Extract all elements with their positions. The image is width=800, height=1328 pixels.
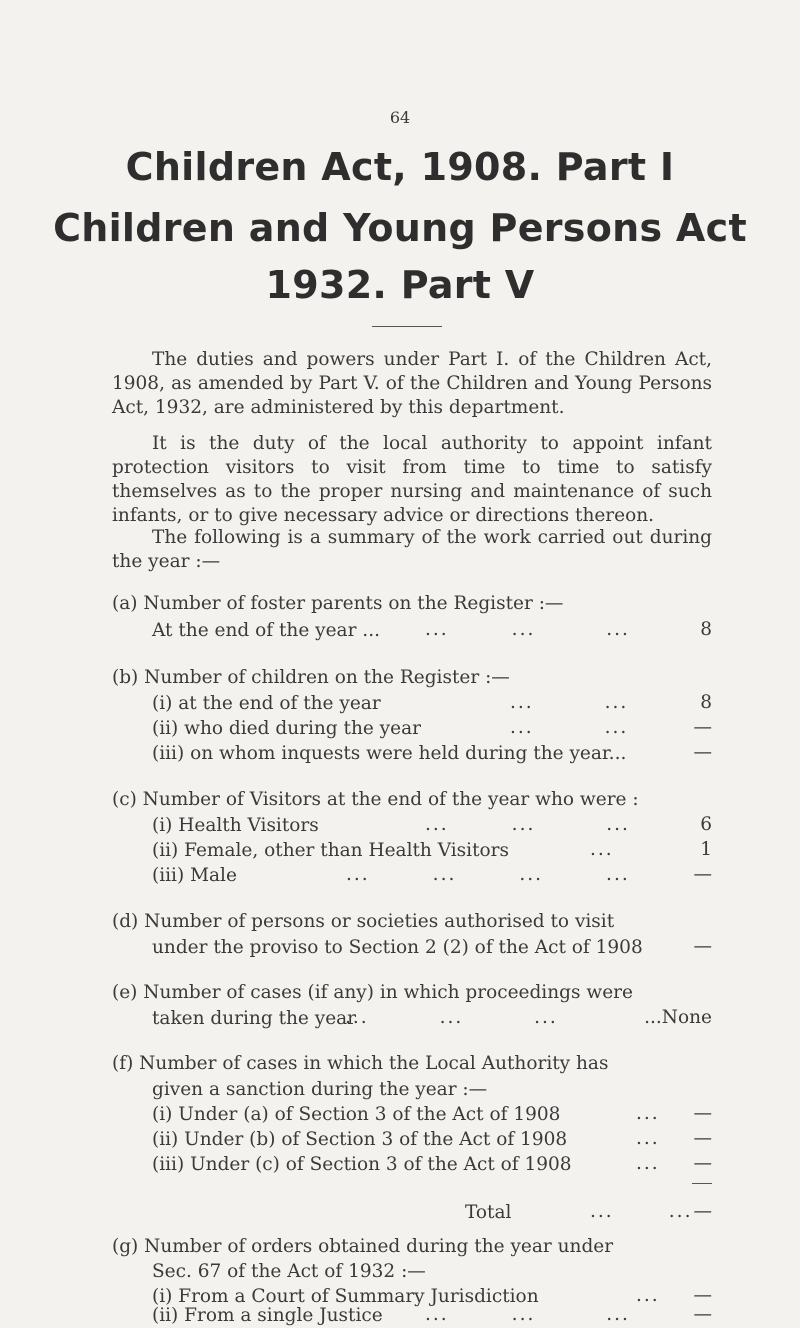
section-g-row-1-value: — — [693, 1285, 712, 1306]
page-number: 64 — [389, 108, 411, 127]
leader-dots: ... ... — [590, 1201, 693, 1222]
title-line-1: Children Act, 1908. Part I — [125, 145, 675, 189]
section-a-value: 8 — [700, 619, 712, 640]
section-f-total-label: Total — [465, 1202, 512, 1223]
section-f-row-3-label: (iii) Under (c) of Section 3 of the Act of 1908 — [152, 1154, 572, 1175]
section-d-line-1: (d) Number of persons or societies authorised to visit — [112, 911, 615, 932]
intro-paragraph-2: It is the duty of the local authority to appoint infant protection visitors to visit from time to time to satisfy themselves as to the proper nursing and maintenance of such infants, or to give necessary advice or directions thereon. — [112, 433, 712, 526]
leader-dots: ... ... ... — [425, 1304, 630, 1325]
leader-dots: ... ... ... — [425, 814, 630, 835]
leader-dots: ... — [636, 1103, 660, 1124]
leader-dots: ... ... ... — [345, 1007, 558, 1028]
section-b-row-1-value: 8 — [700, 692, 712, 713]
section-f-row-2-label: (ii) Under (b) of Section 3 of the Act of 1908 — [152, 1129, 568, 1150]
section-g-row-1-label: (i) From a Court of Summary Jurisdiction — [152, 1286, 539, 1307]
section-g-line-2: Sec. 67 of the Act of 1932 :— — [152, 1261, 426, 1282]
section-f-row-3-value: — — [693, 1153, 712, 1174]
title-line-2: Children and Young Persons Act — [53, 206, 747, 250]
section-f-line-2: given a sanction during the year :— — [152, 1079, 488, 1100]
section-f-total-value: — — [693, 1201, 712, 1222]
section-a-heading: (a) Number of foster parents on the Register :— — [112, 593, 564, 614]
section-c-row-3-value: — — [693, 864, 712, 885]
leader-dots: ... ... ... ... — [346, 864, 630, 885]
section-f-row-1-label: (i) Under (a) of Section 3 of the Act of 1908 — [152, 1104, 561, 1125]
leader-dots: ... ... — [510, 692, 629, 713]
section-g-row-2-label: (ii) From a single Justice — [152, 1305, 383, 1326]
title-divider — [372, 326, 442, 327]
title-line-3: 1932. Part V — [265, 263, 535, 307]
leader-dots: ... — [636, 1128, 660, 1149]
section-f-row-2-value: — — [693, 1128, 712, 1149]
leader-dots: ... ... — [510, 717, 629, 738]
section-e-line-2: taken during the year — [152, 1008, 357, 1029]
section-e-line-1: (e) Number of cases (if any) in which proceedings were — [112, 982, 633, 1003]
section-e-value: ...None — [644, 1007, 712, 1028]
section-c-heading: (c) Number of Visitors at the end of the year who were : — [112, 789, 639, 810]
section-b-heading: (b) Number of children on the Register :— — [112, 667, 510, 688]
section-g-line-1: (g) Number of orders obtained during the year under — [112, 1236, 614, 1257]
section-c-row-3-label: (iii) Male — [152, 865, 237, 886]
intro-paragraph-3: The following is a summary of the work carried out during the year :— — [112, 527, 712, 572]
section-d-value: — — [693, 936, 712, 957]
section-f-line-1: (f) Number of cases in which the Local Authority has — [112, 1053, 609, 1074]
leader-dots: ... ... ... — [425, 619, 630, 640]
section-b-row-3-value: — — [693, 742, 712, 763]
section-c-row-2-value: 1 — [700, 839, 712, 860]
section-f-row-1-value: — — [693, 1103, 712, 1124]
section-c-row-1-value: 6 — [700, 814, 712, 835]
section-b-row-2-value: — — [693, 717, 712, 738]
section-b-row-1-label: (i) at the end of the year — [152, 693, 381, 714]
section-c-row-1-label: (i) Health Visitors — [152, 815, 319, 836]
leader-dots: ... — [636, 1285, 660, 1306]
section-b-row-2-label: (ii) who died during the year — [152, 718, 421, 739]
section-b-row-3-label: (iii) on whom inquests were held during the year... — [152, 743, 627, 764]
section-a-row-label: At the end of the year ... — [152, 620, 380, 641]
section-c-row-2-label: (ii) Female, other than Health Visitors — [152, 840, 509, 861]
leader-dots: ... — [636, 1153, 660, 1174]
intro-paragraph-1: The duties and powers under Part I. of the Children Act, 1908, as amended by Part V. of the Children and Young Persons Act, 1932, are administered by this department. — [112, 349, 712, 418]
leader-dots: ... — [590, 839, 614, 860]
section-g-row-2-value: — — [693, 1304, 712, 1325]
section-d-line-2: under the proviso to Section 2 (2) of the Act of 1908 — [152, 937, 643, 958]
total-rule — [692, 1183, 712, 1184]
